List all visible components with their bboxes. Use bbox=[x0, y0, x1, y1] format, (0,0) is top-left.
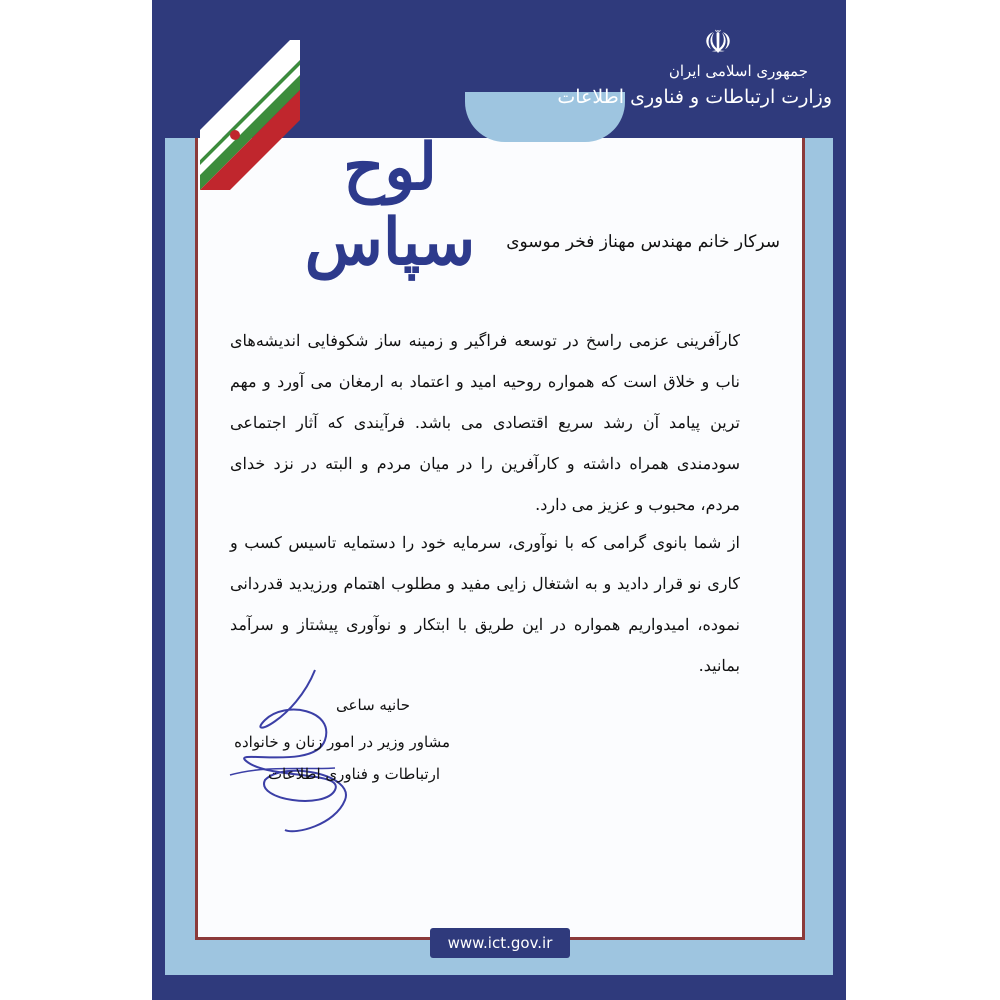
signatory-name: حانیه ساعی bbox=[336, 696, 410, 714]
iran-emblem-icon: ☫ bbox=[703, 23, 733, 61]
signatory-title-line2: ارتباطات و فناوری اطلاعات bbox=[267, 765, 440, 783]
body-paragraph-2: از شما بانوی گرامی که با نوآوری، سرمایه خود را دستمایه تاسیس کسب و کاری نو قرار دادید و به اشتغال زایی مفید و مطلوب اهتمام ورزیدید قدردانی نموده، امیدواریم همواره در این طریق با ابتکار و نوآوری پیشتاز و سرآمد بمانید. bbox=[230, 533, 740, 675]
header-country: جمهوری اسلامی ایران bbox=[668, 62, 808, 80]
signatory-title-line1: مشاور وزیر در امور زنان و خانواده bbox=[234, 733, 450, 751]
recipient-name: سرکار خانم مهندس مهناز فخر موسوی bbox=[506, 232, 780, 252]
website-link[interactable]: www.ict.gov.ir bbox=[430, 928, 570, 958]
body-paragraph-1: کارآفرینی عزمی راسخ در توسعه فراگیر و زمینه ساز شکوفایی اندیشه‌های ناب و خلاق است که همواره روحیه امید و اعتماد به ارمغان می آورد و مهم ترین پیامد آن رشد سریع اقتصادی می باشد. فرآیندی که آثار اجتماعی سودمندی همراه داشته و کارآفرین را در میان مردم و البته در نزد خدای مردم، محبوب و عزیز می دارد. bbox=[230, 331, 741, 514]
certificate-title: لوح سپاس bbox=[304, 130, 476, 280]
header-ministry: وزارت ارتباطات و فناوری اطلاعات bbox=[557, 86, 832, 108]
